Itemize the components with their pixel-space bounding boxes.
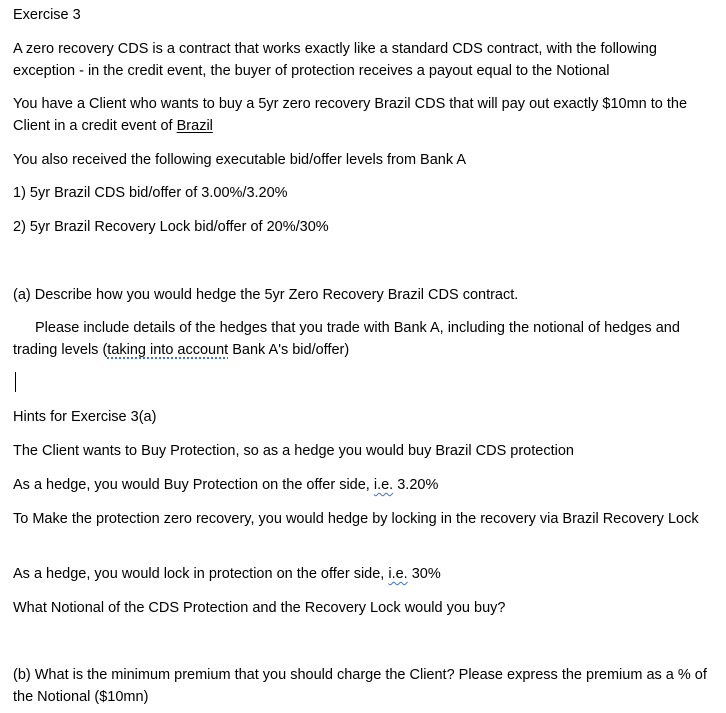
- client-paragraph: [13, 93, 715, 137]
- client-text: You have a Client who wants to buy a 5yr zero recovery Brazil CDS that will pay out exactly $10mn to the Client in a credit event of: [13, 96, 688, 134]
- bank-intro: You also received the following executable bid/offer levels from Bank A: [13, 152, 466, 168]
- hint-4-post: 30%: [407, 566, 441, 582]
- level-item-2: 2) 5yr Brazil Recovery Lock bid/offer of 20%/30%: [13, 219, 329, 235]
- grammar-marked-phrase: taking into account: [107, 342, 229, 358]
- hint-4: [13, 563, 715, 585]
- hint-4-ie: i.e.: [388, 566, 408, 582]
- brazil-underlined-word: Brazil: [176, 118, 213, 134]
- hint-2-post: 3.20%: [393, 477, 439, 493]
- exercise-title: Exercise 3: [13, 7, 81, 23]
- text-cursor: [15, 372, 16, 392]
- hint-3: To Make the protection zero recovery, you would hedge by locking in the recovery via Brazil Recovery Lock: [13, 511, 699, 527]
- hint-2-ie: i.e.: [373, 477, 394, 493]
- hint-4-pre: As a hedge, you would lock in protection on the offer side,: [13, 566, 389, 582]
- intro-paragraph: A zero recovery CDS is a contract that works exactly like a standard CDS contract, with the following exception - in the credit event, the buyer of protection receives a payout equal to the Notional: [13, 41, 657, 79]
- detail-pre: Please include details of the hedges that you trade with Bank A, including the notional of hedges and trading levels (: [13, 320, 680, 358]
- question-a-detail: [13, 317, 715, 361]
- hint-1: The Client wants to Buy Protection, so as a hedge you would buy Brazil CDS protection: [13, 443, 574, 459]
- hint-5: What Notional of the CDS Protection and the Recovery Lock would you buy?: [13, 600, 506, 616]
- question-b: (b) What is the minimum premium that you should charge the Client? Please express the premium as a % of the Notional ($10mn): [13, 667, 707, 705]
- question-a: (a) Describe how you would hedge the 5yr Zero Recovery Brazil CDS contract.: [13, 287, 519, 303]
- detail-post: Bank A's bid/offer): [228, 342, 350, 358]
- hint-2-pre: As a hedge, you would Buy Protection on the offer side,: [13, 477, 374, 493]
- hints-title: Hints for Exercise 3(a): [13, 409, 157, 425]
- hint-2: [13, 474, 715, 496]
- level-item-1: 1) 5yr Brazil CDS bid/offer of 3.00%/3.20%: [13, 185, 288, 201]
